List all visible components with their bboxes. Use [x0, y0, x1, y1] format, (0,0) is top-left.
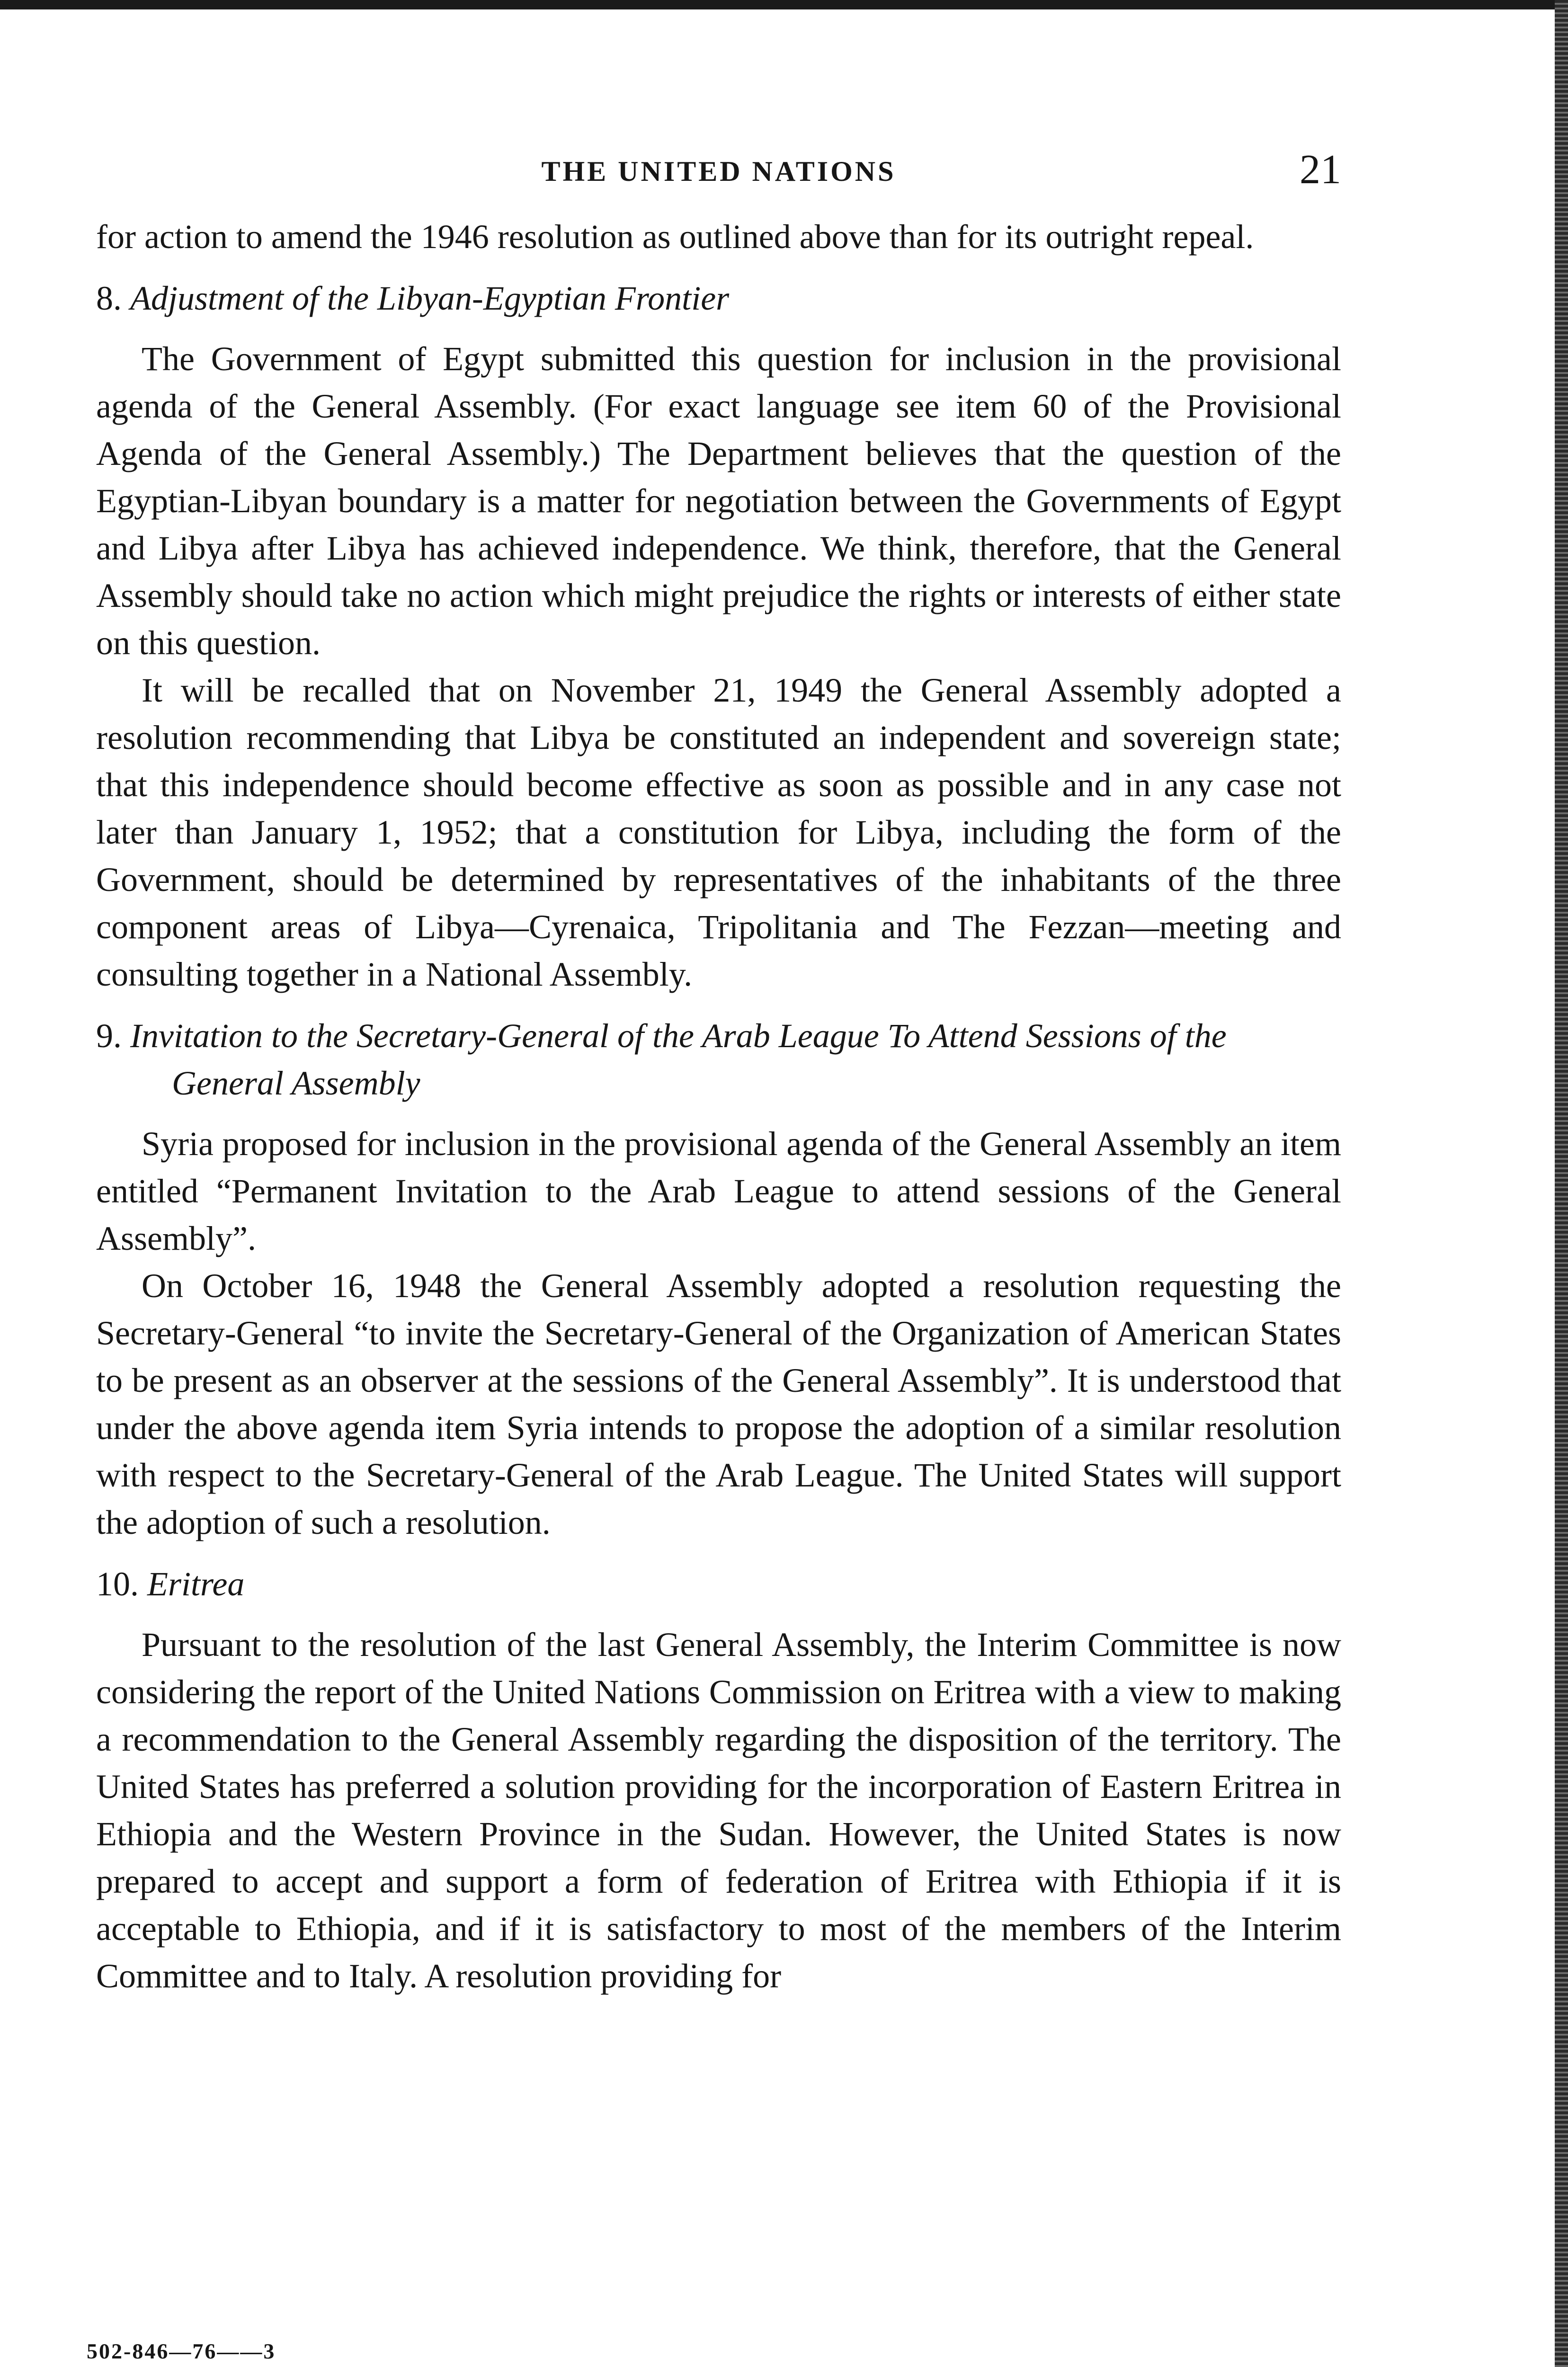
section-number: 9. [96, 1017, 122, 1055]
section-heading-9 [96, 1012, 1341, 1107]
section-8-paragraph-2: It will be recalled that on November 21, 1949 the General Assembly adopted a resolution recommending that Libya be constituted an independent and sovereign state; that this independence should become effective as soon as possible and in any case not later than January 1, 1952; that a constitution for Libya, including the form of the Government, should be determined by representatives of the inhabitants of the three component areas of Libya—Cyrenaica, Tripolitania and The Fezzan—meeting and consulting together in a National Assembly. [96, 671, 1341, 993]
section-title: Invitation to the Secretary-General of the Arab League To Attend Sessions of the General Assembly [130, 1017, 1227, 1102]
section-title: Adjustment of the Libyan-Egyptian Frontier [130, 279, 730, 317]
scan-binding-edge [1555, 0, 1568, 2367]
scan-top-edge [0, 0, 1568, 9]
page-number: 21 [1300, 147, 1341, 193]
section-heading-10 [96, 1560, 1341, 1608]
section-number: 8. [96, 279, 122, 317]
print-code: 502-846—76——3 [87, 2339, 276, 2363]
section-9-paragraph-2: On October 16, 1948 the General Assembly adopted a resolution requesting the Secretary-General “to invite the Secretary-General of the Organization of American States to be present as an observer at the sessions of the General Assembly”. It is understood that under the above agenda item Syria intends to propose the adoption of a similar resolution with respect to the Secretary-General of the Arab League. The United States will support the adoption of such a resolution. [96, 1267, 1341, 1541]
running-header [96, 142, 1341, 213]
continuation-paragraph: for action to amend the 1946 resolution as outlined above than for its outright repeal. [96, 218, 1254, 256]
section-9-paragraph-1: Syria proposed for inclusion in the provisional agenda of the General Assembly an item entitled “Permanent Invitation to the Arab League to attend sessions of the General Assembly”. [96, 1125, 1341, 1257]
document-page [96, 142, 1341, 2367]
section-8-paragraph-1: The Government of Egypt submitted this question for inclusion in the provisional agenda of the General Assembly. (For exact language see item 60 of the Provisional Agenda of the General Assembly.) The Department believes that the question of the Egyptian-Libyan boundary is a matter for negotiation between the Governments of Egypt and Libya after Libya has achieved independence. We think, therefore, that the General Assembly should take no action which might prejudice the rights or interests of either state on this question. [96, 340, 1341, 662]
running-title: THE UNITED NATIONS [541, 156, 896, 187]
section-10-paragraph-1: Pursuant to the resolution of the last General Assembly, the Interim Committee is now considering the report of the United Nations Commission on Eritrea with a view to making a recommendation to the General Assembly regarding the disposition of the territory. The United States has preferred a solution providing for the incorporation of Eastern Eritrea in Ethiopia and the Western Province in the Sudan. However, the United States is now prepared to accept and support a form of federation of Eritrea with Ethiopia if it is acceptable to Ethiopia, and if it is satisfactory to most of the members of the Interim Committee and to Italy. A resolution providing for [96, 1626, 1341, 1995]
section-number: 10. [96, 1565, 139, 1603]
section-heading-8 [96, 275, 1341, 322]
section-title: Eritrea [147, 1565, 245, 1603]
